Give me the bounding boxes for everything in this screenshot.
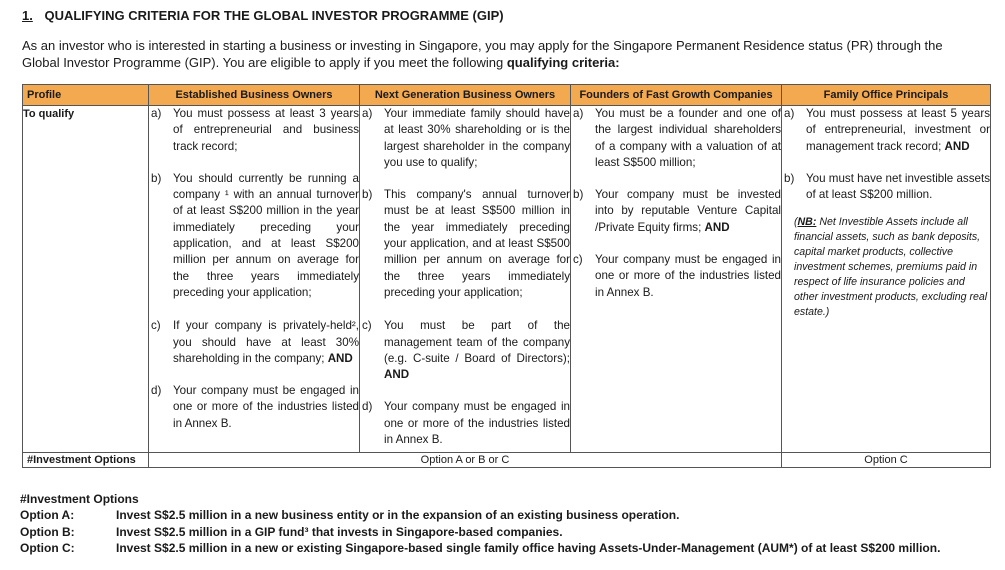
founders-criteria — [571, 106, 782, 453]
criteria-item: b) You should currently be running a company ¹ with an annual turnover of at least S$200 million in the year immediately preceding your application, and at least S$200 million per annum on average for the three years immediately preceding your application; — [151, 171, 359, 299]
option-row: Option B: Invest S$2.5 million in a GIP fund³ that invests in Singapore-based companies. — [20, 524, 563, 539]
header-family-office: Family Office Principals — [782, 85, 991, 106]
criteria-table — [22, 84, 991, 468]
header-profile: Profile — [23, 85, 149, 106]
option-row: Option C: Invest S$2.5 million in a new or existing Singapore-based single family office having Assets-Under-Management (AUM*) of at least S$200 million. — [20, 541, 941, 555]
header-founders: Founders of Fast Growth Companies — [571, 85, 782, 106]
section-number: 1. — [22, 8, 33, 23]
criteria-item: a) You must possess at least 3 years of entrepreneurial and business track record; — [151, 107, 359, 153]
options-abc-cell: Option A or B or C — [149, 453, 782, 468]
criteria-item: b) This company's annual turnover must be at least S$500 million in the year immediately preceding your application, and at least S$500 million per annum on average for the three years immediately preceding your application; — [362, 188, 570, 299]
criteria-item: c) You must be part of the management team of the company (e.g. C-suite / Board of Directors); AND — [362, 319, 570, 382]
criteria-item: d) Your company must be engaged in one or more of the industries listed in Annex B. — [362, 400, 570, 447]
header-next-gen: Next Generation Business Owners — [360, 85, 571, 106]
row-label-qualify: To qualify — [23, 106, 149, 453]
intro-bold-tail: qualifying criteria: — [506, 55, 620, 70]
options-c-cell: Option C — [782, 453, 991, 468]
option-row: Option A: Invest S$2.5 million in a new business entity or in the expansion of an existing business operation. — [20, 508, 680, 522]
options-title: #Investment Options — [20, 492, 139, 506]
section-heading — [22, 8, 504, 23]
criteria-item: b) You must have net investible assets of at least S$200 million. — [784, 171, 990, 202]
header-established: Established Business Owners — [149, 85, 360, 106]
investment-options-row — [23, 453, 991, 468]
table-header-row — [23, 85, 991, 106]
criteria-item: c) If your company is privately-held², you should have at least 30% shareholding in the company; AND — [151, 319, 359, 365]
row-label-investment: #Investment Options — [23, 453, 149, 468]
criteria-item: b) Your company must be invested into by reputable Venture Capital /Private Equity firms; AND — [573, 188, 781, 234]
criteria-item: a) Your immediate family should have at least 30% shareholding or is the largest shareholder in the company you use to qualify; — [362, 107, 570, 169]
net-investible-assets-note: (NB: Net Investible Assets include all financial assets, such as bank deposits, capital market products, collective investment schemes, premiums paid in respect of life insurance policies and other investment products, excluding real estate.) — [794, 216, 988, 319]
next-gen-criteria — [360, 106, 571, 453]
qualify-row — [23, 106, 991, 453]
established-criteria — [149, 106, 360, 453]
criteria-item: a) You must be a founder and one of the largest individual shareholders of a company with a valuation of at least S$500 million; — [573, 107, 781, 169]
intro-text: As an investor who is interested in starting a business or investing in Singapore, you may apply for the Singapore Permanent Residence status (PR) through the Global Investor Programme (GIP). You are eligible to apply if you meet the following — [22, 38, 943, 70]
criteria-item: c) Your company must be engaged in one or more of the industries listed in Annex B. — [573, 253, 781, 299]
family-office-criteria — [782, 106, 991, 453]
criteria-item: d) Your company must be engaged in one or more of the industries listed in Annex B. — [151, 384, 359, 430]
intro-paragraph — [22, 37, 982, 71]
criteria-item: a) You must possess at least 5 years of entrepreneurial, investment or management track record; AND — [784, 107, 990, 153]
investment-options-list — [20, 491, 940, 557]
section-title: QUALIFYING CRITERIA FOR THE GLOBAL INVESTOR PROGRAMME (GIP) — [44, 8, 504, 23]
